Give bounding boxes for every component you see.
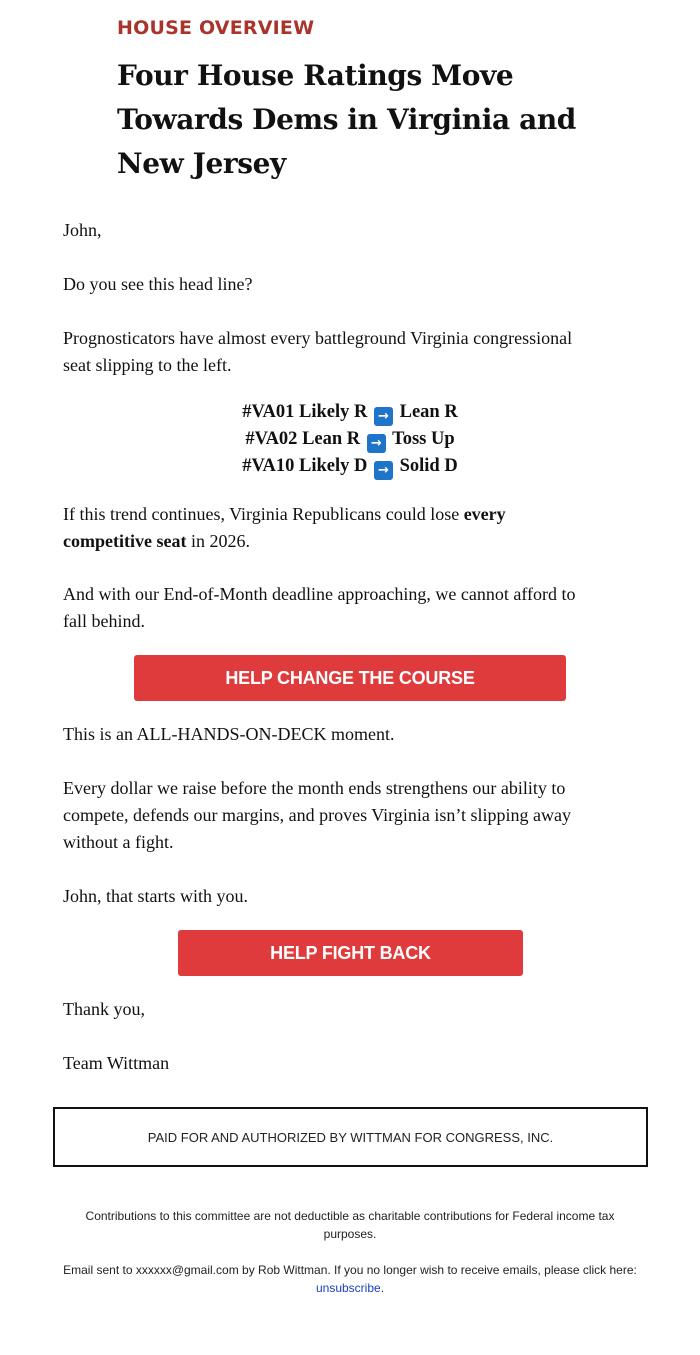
paragraph-text: If this trend continues, Virginia Republicans could lose [63, 504, 464, 524]
paid-for-text: PAID FOR AND AUTHORIZED BY WITTMAN FOR CONGRESS, INC. [147, 1129, 554, 1145]
rating-line [0, 426, 700, 453]
rating-to: Lean R [399, 402, 458, 422]
rating-from: Likely D [299, 456, 368, 476]
paragraph [63, 775, 643, 856]
rating-district: #VA01 [242, 402, 295, 422]
paragraph: Do you see this head line? [63, 274, 253, 294]
email-notice [50, 1261, 650, 1297]
paragraph: This is an ALL-HANDS-ON-DECK moment. [63, 724, 395, 744]
signoff: Thank you, [63, 999, 145, 1019]
rating-district: #VA02 [245, 429, 298, 449]
section-kicker: HOUSE OVERVIEW [117, 17, 315, 39]
headline-line: New Jersey [117, 147, 286, 180]
paragraph-line: fall behind. [63, 611, 145, 631]
paragraph-line: And with our End-of-Month deadline approaching, we cannot afford to [63, 584, 576, 604]
email-header [117, 16, 637, 186]
paragraph-line: Prognosticators have almost every battleground Virginia congressional [63, 328, 573, 348]
emphasis-text: competitive seat [63, 531, 187, 551]
paragraph-text: in 2026. [186, 531, 250, 551]
paragraph-line: without a fight. [63, 832, 174, 852]
paragraph-line: seat slipping to the left. [63, 355, 232, 375]
greeting: John, [63, 220, 102, 240]
rating-line [0, 453, 700, 480]
email-notice-line: Email sent to xxxxxx@gmail.com by Rob Wittman. If you no longer wish to receive emails, please click here: [63, 1263, 637, 1277]
paragraph [63, 325, 643, 379]
disclaimer-line: purposes. [323, 1227, 377, 1241]
unsubscribe-link[interactable]: unsubscribe [315, 1281, 381, 1295]
disclaimer-line: Contributions to this committee are not deductible as charitable contributions for Federal income tax [85, 1209, 615, 1223]
unsubscribe-line [50, 1279, 650, 1297]
paragraph-line: compete, defends our margins, and proves Virginia isn’t slipping away [63, 805, 571, 825]
signature: Team Wittman [63, 1053, 170, 1073]
rating-district: #VA10 [242, 456, 295, 476]
paragraph: John, that starts with you. [63, 886, 248, 906]
paragraph [63, 501, 643, 555]
rating-to: Solid D [399, 456, 458, 476]
help-fight-back-button[interactable]: HELP FIGHT BACK [178, 930, 523, 976]
rating-from: Likely R [299, 402, 368, 422]
rating-to: Toss Up [392, 429, 455, 449]
paragraph [63, 581, 643, 635]
paragraph-line: Every dollar we raise before the month ends strengthens our ability to [63, 778, 566, 798]
help-change-course-button[interactable]: HELP CHANGE THE COURSE [134, 655, 566, 701]
emphasis-text: every [463, 504, 506, 524]
paragraph-line [63, 528, 643, 555]
right-arrow-icon: → [374, 407, 393, 426]
right-arrow-icon: → [367, 434, 386, 453]
paid-for-disclaimer-box [53, 1107, 648, 1167]
unsubscribe-suffix: . [380, 1281, 385, 1295]
headline-line: Towards Dems in Virginia and [117, 103, 576, 136]
rating-from: Lean R [302, 429, 361, 449]
headline-image-text [117, 54, 637, 186]
right-arrow-icon: → [374, 461, 393, 480]
tax-disclaimer [50, 1207, 650, 1243]
rating-line [0, 399, 700, 426]
headline-line: Four House Ratings Move [117, 59, 514, 92]
paragraph-line [63, 501, 643, 528]
